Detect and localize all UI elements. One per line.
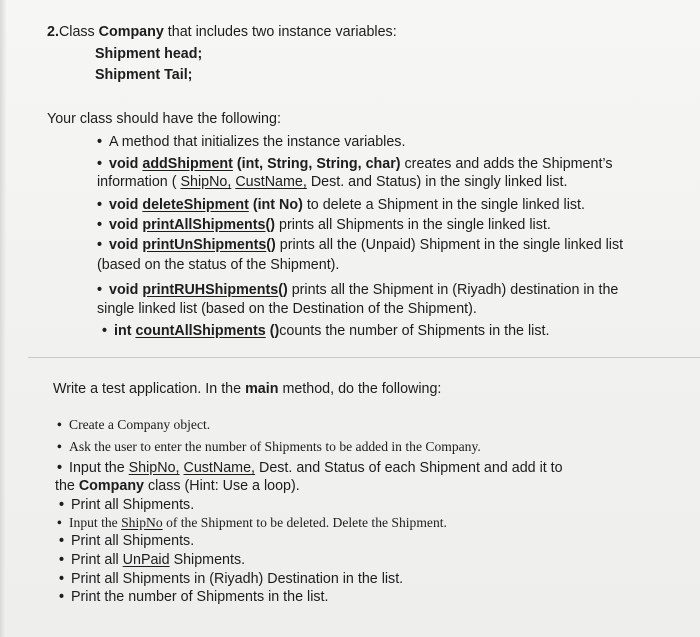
text: class (Hint: Use a loop). <box>147 478 300 494</box>
text: Input the <box>69 460 125 476</box>
text: method, do the following: <box>282 381 442 397</box>
bullet: • <box>97 134 103 150</box>
test-step-5 <box>57 514 447 532</box>
bullet: • <box>97 217 103 233</box>
text: Shipments. <box>173 552 246 568</box>
text: Write a test application. In the <box>53 381 242 397</box>
return-type: int <box>114 323 132 339</box>
return-type: void <box>109 282 139 298</box>
requirement-text: prints all the (Unpaid) Shipment in the single linked list <box>279 237 624 253</box>
bullet: • <box>57 439 62 454</box>
bullet: • <box>102 323 108 339</box>
page-edge-shadow <box>0 0 6 637</box>
requirement-text: creates and adds the Shipment’s <box>404 156 613 172</box>
method-name: addShipment <box>142 156 233 172</box>
main-keyword: main <box>245 381 279 397</box>
bullet: • <box>97 237 103 253</box>
test-heading <box>53 380 441 398</box>
field-shipno: ShipNo <box>121 515 163 530</box>
method-params: (int, String, String, char) <box>236 156 401 172</box>
return-type: void <box>109 237 139 253</box>
bullet: • <box>59 497 65 513</box>
return-type: void <box>109 156 139 172</box>
method-name: printAllShipments <box>142 217 266 233</box>
field-shipno: ShipNo, <box>128 460 180 476</box>
requirement-item-6-cont: single linked list (based on the Destination of the Shipment). <box>97 301 477 317</box>
bullet: • <box>57 417 62 432</box>
requirements-heading: Your class should have the following: <box>47 111 281 127</box>
bullet: • <box>97 197 103 213</box>
bullet: • <box>97 282 103 298</box>
test-step-3 <box>57 459 563 477</box>
text: Input the <box>69 515 118 530</box>
requirement-item-2 <box>97 155 613 173</box>
step-text: Ask the user to enter the number of Shipments to be added in the Company. <box>69 439 481 454</box>
test-step-1 <box>57 416 210 434</box>
text: Dest. and Status of each Shipment and add it to <box>259 460 563 476</box>
section-divider <box>28 357 700 358</box>
bullet: • <box>59 552 65 568</box>
requirement-text: counts the number of Shipments in the list. <box>279 323 550 339</box>
requirement-text: prints all the Shipment in (Riyadh) destination in the <box>291 282 619 298</box>
test-step-2 <box>57 438 481 456</box>
question-heading <box>47 23 397 41</box>
requirement-item-4 <box>97 216 551 234</box>
bullet: • <box>59 589 65 605</box>
field-custname: CustName, <box>235 174 307 190</box>
question-suffix: that includes two instance variables: <box>167 24 397 40</box>
class-name: Company <box>98 24 164 40</box>
requirement-item-5 <box>97 236 623 254</box>
test-step-6 <box>59 532 194 550</box>
bullet: • <box>59 533 65 549</box>
text: Print all <box>71 552 119 568</box>
method-params: () <box>278 282 288 298</box>
return-type: void <box>109 197 139 213</box>
bullet: • <box>57 515 62 530</box>
return-type: void <box>109 217 139 233</box>
method-params: () <box>266 237 276 253</box>
step-text: Print all Shipments. <box>71 497 195 513</box>
method-params: (int No) <box>252 197 303 213</box>
requirement-item-7 <box>102 322 549 340</box>
requirement-text: prints all Shipments in the single linked list. <box>279 217 551 233</box>
text: information ( <box>97 174 177 190</box>
test-step-9 <box>59 588 328 606</box>
requirement-item-3 <box>97 196 585 214</box>
class-name: Company <box>78 478 144 494</box>
text: the <box>55 478 75 494</box>
test-step-4 <box>59 496 194 514</box>
instance-variable-tail: Shipment Tail; <box>95 67 193 83</box>
step-text: Print the number of Shipments in the list. <box>71 589 329 605</box>
requirement-item-6 <box>97 281 618 299</box>
question-number: 2. <box>47 24 59 40</box>
requirement-item-1 <box>97 133 405 151</box>
method-params: () <box>265 217 276 233</box>
bullet: • <box>59 571 65 587</box>
requirement-item-5-cont: (based on the status of the Shipment). <box>97 257 340 273</box>
requirement-text: to delete a Shipment in the single linked list. <box>306 197 585 213</box>
method-params: () <box>269 323 280 339</box>
field-custname: CustName, <box>183 460 256 476</box>
requirement-text: A method that initializes the instance variables. <box>109 134 406 150</box>
instance-variable-head: Shipment head; <box>95 46 203 62</box>
step-text: Create a Company object. <box>69 417 211 432</box>
unpaid-word: UnPaid <box>122 552 170 568</box>
test-step-3-cont <box>55 477 300 495</box>
test-step-8 <box>59 570 403 588</box>
step-text: Print all Shipments. <box>71 533 195 549</box>
method-name: countAllShipments <box>135 323 266 339</box>
method-name: printUnShipments <box>142 237 267 253</box>
text: Dest. and Status) in the singly linked list. <box>310 174 568 190</box>
bullet: • <box>57 460 63 476</box>
text: of the Shipment to be deleted. Delete the Shipment. <box>166 515 447 530</box>
method-name: printRUHShipments <box>142 282 279 298</box>
bullet: • <box>97 156 103 172</box>
question-prefix: Class <box>58 24 95 40</box>
requirement-item-2-cont <box>97 173 568 191</box>
test-step-7 <box>59 551 245 569</box>
field-shipno: ShipNo, <box>180 174 232 190</box>
step-text: Print all Shipments in (Riyadh) Destination in the list. <box>71 571 404 587</box>
method-name: deleteShipment <box>142 197 249 213</box>
